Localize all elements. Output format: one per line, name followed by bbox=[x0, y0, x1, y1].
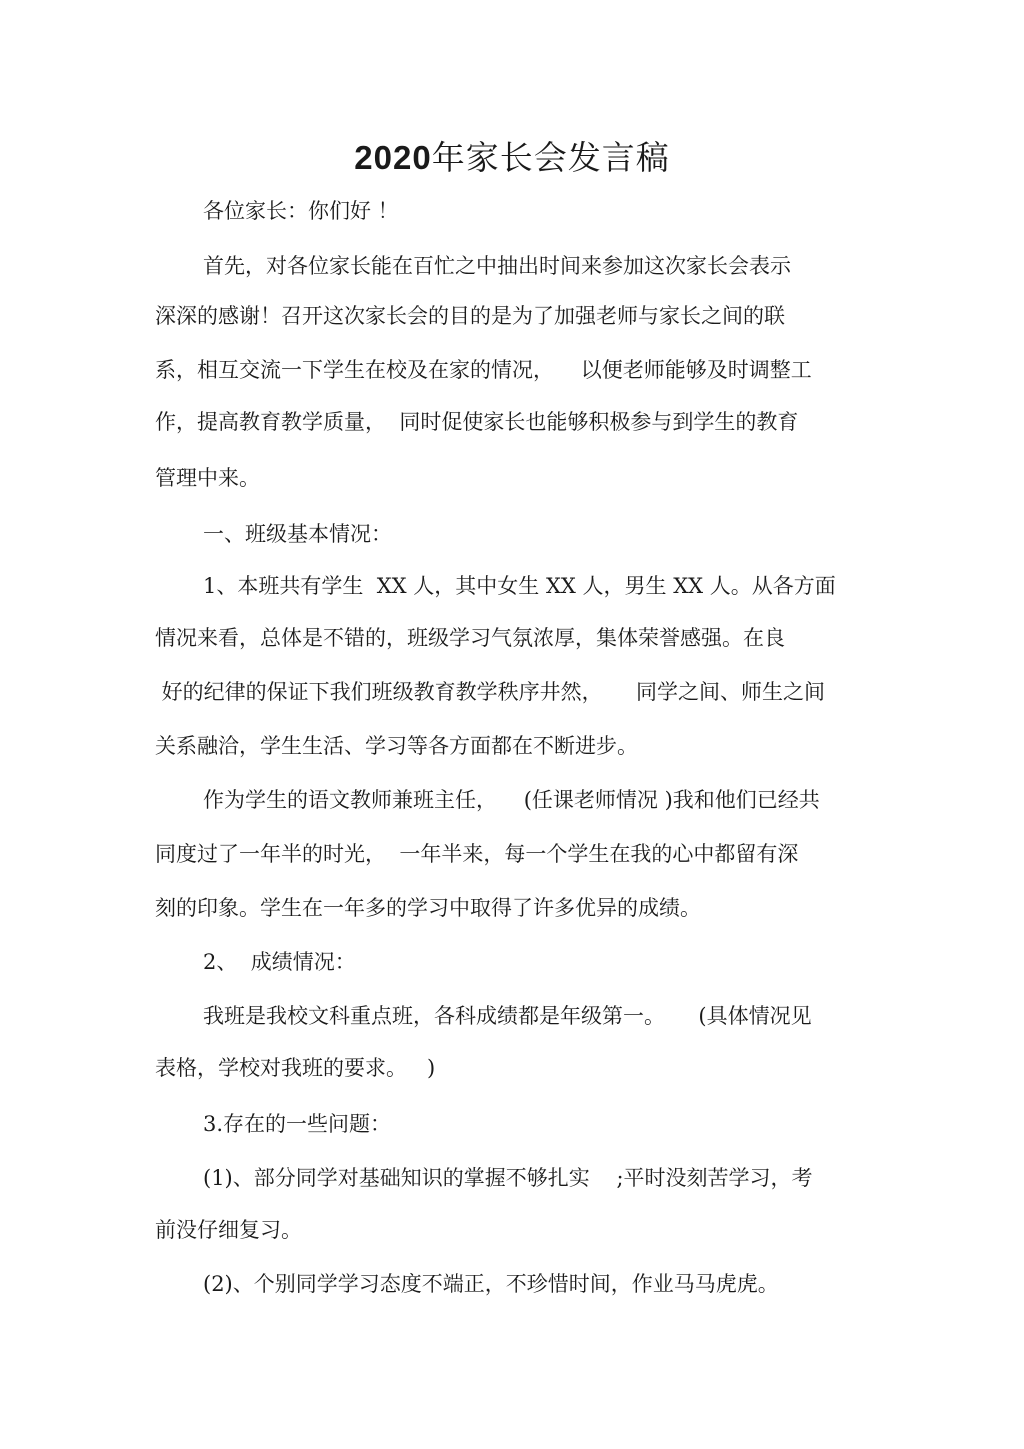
title-text: 年家长会发言稿 bbox=[431, 138, 670, 177]
paragraph-line: 管理中来。 bbox=[155, 466, 260, 490]
section-heading: 3.存在的一些问题： bbox=[203, 1112, 392, 1136]
document-title bbox=[0, 134, 1024, 182]
paragraph-line: 我班是我校文科重点班，各科成绩都是年级第一。 (具体情况见 bbox=[203, 1004, 812, 1028]
title-year: 2020 bbox=[354, 139, 432, 176]
paragraph-line: 1、本班共有学生 XX 人，其中女生 XX 人，男生 XX 人。从各方面 bbox=[203, 574, 836, 598]
list-item-line: (2)、个别同学学习态度不端正，不珍惜时间，作业马马虎虎。 bbox=[203, 1272, 779, 1296]
paragraph-line: 作，提高教育教学质量， 同时促使家长也能够积极参与到学生的教育 bbox=[155, 410, 799, 434]
paragraph-line: 刻的印象。学生在一年多的学习中取得了许多优异的成绩。 bbox=[155, 896, 701, 920]
greeting-line: 各位家长：你们好 ！ bbox=[203, 199, 399, 223]
paragraph-line: 情况来看，总体是不错的，班级学习气氛浓厚，集体荣誉感强。在良 bbox=[155, 626, 785, 650]
paragraph-line: 作为学生的语文教师兼班主任， (任课老师情况 )我和他们已经共 bbox=[203, 788, 820, 812]
paragraph-line: 好的纪律的保证下我们班级教育教学秩序井然， 同学之间、师生之间 bbox=[155, 680, 826, 704]
paragraph-line: 关系融洽，学生生活、学习等各方面都在不断进步。 bbox=[155, 734, 638, 758]
paragraph-line: 首先，对各位家长能在百忙之中抽出时间来参加这次家长会表示 bbox=[203, 254, 791, 278]
paragraph-line: 同度过了一年半的时光， 一年半来，每一个学生在我的心中都留有深 bbox=[155, 842, 799, 866]
section-heading: 一、班级基本情况： bbox=[203, 522, 392, 546]
list-item-line: 前没仔细复习。 bbox=[155, 1218, 302, 1242]
section-heading: 2、 成绩情况： bbox=[203, 950, 356, 974]
paragraph-line: 深深的感谢！召开这次家长会的目的是为了加强老师与家长之间的联 bbox=[155, 304, 785, 328]
list-item-line: (1)、部分同学对基础知识的掌握不够扎实 ;平时没刻苦学习，考 bbox=[203, 1166, 813, 1190]
paragraph-line: 表格，学校对我班的要求。 ) bbox=[155, 1056, 436, 1080]
paragraph-line: 系，相互交流一下学生在校及在家的情况， 以便老师能够及时调整工 bbox=[155, 358, 812, 382]
